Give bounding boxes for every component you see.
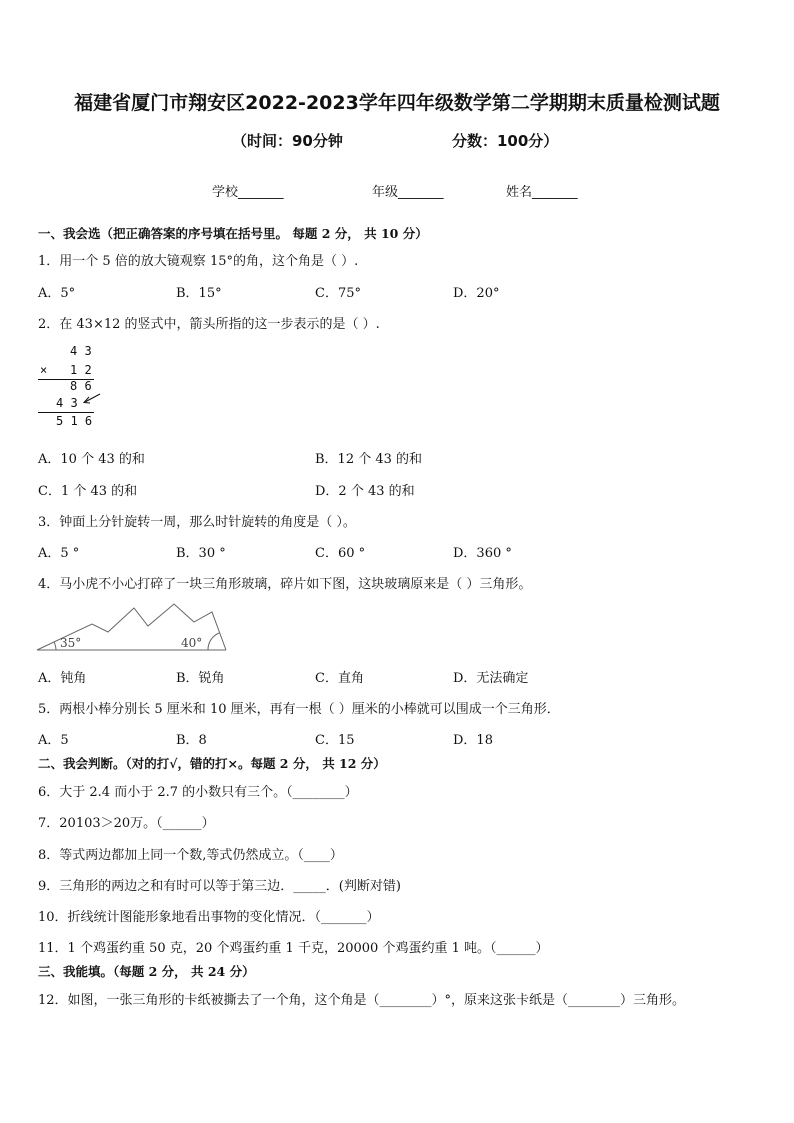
- question-3: 3．钟面上分针旋转一周，那么时针旋转的角度是（ ）。: [38, 515, 356, 530]
- q1-option-a: A．5°: [38, 286, 76, 301]
- question-5: 5．两根小棒分别长 5 厘米和 10 厘米，再有一根（ ）厘米的小棒就可以围成一个三角形．: [38, 702, 560, 717]
- q1-option-d: D．20°: [453, 286, 500, 301]
- question-9: 9．三角形的两边之和有时可以等于第三边．_____．(判断对错): [38, 879, 401, 894]
- q5-option-d: D．18: [453, 733, 493, 748]
- q2-option-d: D．2 个 43 的和: [315, 484, 415, 499]
- section-2-heading: 二、我会判断。（对的打√，错的打×。每题 2 分， 共 12 分）: [38, 756, 386, 771]
- name-field: 姓名_______: [506, 185, 578, 200]
- question-4: 4．马小虎不小心打碎了一块三角形玻璃，碎片如下图，这块玻璃原来是（ ）三角形。: [38, 577, 532, 592]
- vert-row-4: 4 3: [56, 396, 78, 410]
- q3-option-a: A．5 °: [38, 546, 80, 561]
- section-1-heading: 一、我会选（把正确答案的序号填在括号里。 每题 2 分， 共 10 分）: [38, 226, 428, 241]
- q5-option-b: B．8: [176, 733, 207, 748]
- question-2: 2．在 43×12 的竖式中，箭头所指的这一步表示的是（ ）.: [38, 317, 380, 332]
- exam-time: （时间：90分钟: [232, 132, 343, 150]
- q3-option-d: D．360 °: [453, 546, 512, 561]
- exam-score: 分数：100分）: [452, 132, 559, 150]
- vert-row-5: 5 1 6: [56, 414, 93, 428]
- question-6: 6．大于 2.4 而小于 2.7 的小数只有三个。（________）: [38, 785, 358, 800]
- grade-field: 年级_______: [372, 185, 444, 200]
- q2-option-c: C．1 个 43 的和: [38, 484, 138, 499]
- q1-option-b: B．15°: [176, 286, 222, 301]
- q4-option-a: A．钝角: [38, 671, 87, 686]
- q4-option-c: C．直角: [315, 671, 364, 686]
- q3-option-b: B．30 °: [176, 546, 226, 561]
- vert-row-2: 1 2: [70, 363, 92, 377]
- q1-option-c: C．75°: [315, 286, 361, 301]
- question-11: 11．1 个鸡蛋约重 50 克，20 个鸡蛋约重 1 千克，20000 个鸡蛋约重 1 吨。（______）: [38, 941, 549, 956]
- q3-option-c: C．60 °: [315, 546, 366, 561]
- vert-times-sign: ×: [40, 363, 48, 377]
- question-8: 8．等式两边都加上同一个数,等式仍然成立。（____）: [38, 848, 343, 863]
- q2-option-a: A．10 个 43 的和: [38, 452, 145, 467]
- question-1: 1．用一个 5 倍的放大镜观察 15°的角，这个角是（ ）.: [38, 254, 359, 269]
- vert-line-2: [38, 412, 94, 413]
- q2-option-b: B．12 个 43 的和: [315, 452, 423, 467]
- angle-40-label: 40°: [181, 636, 203, 650]
- question-12: 12．如图，一张三角形的卡纸被撕去了一个角，这个角是（________）°，原来这张卡纸是（________）三角形。: [38, 993, 686, 1008]
- angle-35-label: 35°: [60, 636, 82, 650]
- school-field: 学校_______: [212, 185, 284, 200]
- q5-option-a: A．5: [38, 733, 69, 748]
- arrow-icon: [80, 392, 104, 408]
- section-3-heading: 三、我能填。（每题 2 分， 共 24 分）: [38, 964, 255, 979]
- question-10: 10．折线统计图能形象地看出事物的变化情况．（_______）: [38, 910, 380, 925]
- question-7: 7．20103＞20万。（______）: [38, 816, 215, 831]
- q4-option-d: D．无法确定: [453, 671, 529, 686]
- vert-row-1: 4 3: [70, 344, 92, 358]
- q5-option-c: C．15: [315, 733, 355, 748]
- q4-option-b: B．锐角: [176, 671, 225, 686]
- exam-title: 福建省厦门市翔安区2022-2023学年四年级数学第二学期期末质量检测试题: [74, 92, 720, 114]
- vert-row-3: 8 6: [70, 379, 92, 393]
